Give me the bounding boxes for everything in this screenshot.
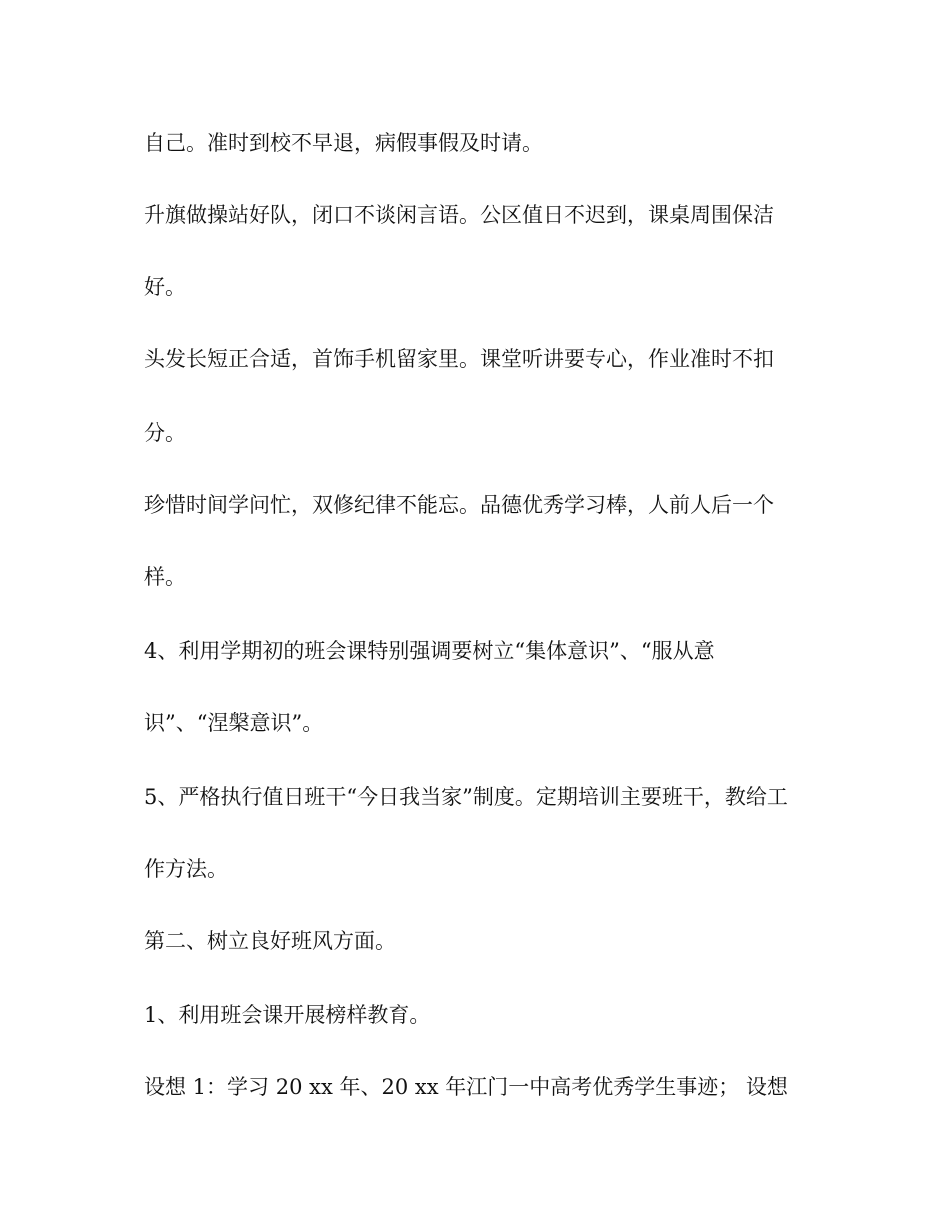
text-line-11: 作方法。 — [144, 857, 228, 881]
text-line-10: 5、严格执行值日班干“今日我当家”制度。定期培训主要班干，教给工 — [144, 785, 788, 809]
text-line-5: 分。 — [144, 421, 186, 445]
text-line-7: 样。 — [144, 565, 186, 589]
text-line-9: 识”、“涅槃意识”。 — [144, 711, 324, 735]
text-line-1: 自己。准时到校不早退，病假事假及时请。 — [144, 131, 543, 155]
text-line-6: 珍惜时间学问忙，双修纪律不能忘。品德优秀学习棒，人前人后一个 — [144, 493, 774, 517]
text-line-14: 设想 1：学习 20 xx 年、20 xx 年江门一中高考优秀学生事迹； 设想 — [144, 1075, 788, 1099]
text-line-2: 升旗做操站好队，闭口不谈闲言语。公区值日不迟到，课桌周围保洁 — [144, 203, 774, 227]
text-line-12: 第二、树立良好班风方面。 — [144, 929, 396, 953]
text-line-3: 好。 — [144, 275, 186, 299]
text-line-13: 1、利用班会课开展榜样教育。 — [144, 1003, 431, 1027]
text-line-4: 头发长短正合适，首饰手机留家里。课堂听讲要专心，作业准时不扣 — [144, 347, 774, 371]
text-line-8: 4、利用学期初的班会课特别强调要树立“集体意识”、“服从意 — [144, 639, 715, 663]
